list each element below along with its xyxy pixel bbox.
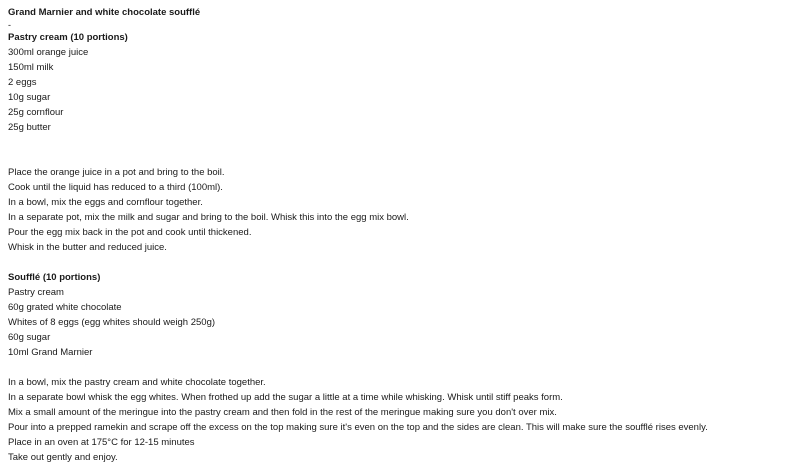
- ingredient-line: Pastry cream: [8, 287, 64, 298]
- ingredient-line: 10ml Grand Marnier: [8, 347, 93, 358]
- souffle-ingredients: [8, 285, 789, 360]
- ingredient-line: 300ml orange juice: [8, 47, 89, 58]
- blank-line: [8, 135, 789, 150]
- souffle-steps: [8, 375, 789, 465]
- souffle-heading: Soufflé (10 portions): [8, 272, 101, 283]
- title-dash: -: [8, 20, 11, 30]
- step-line: In a separate bowl whisk the egg whites. When frothed up add the sugar a little at a time while whisking. Whisk until stiff peaks form.: [8, 392, 563, 403]
- step-line: In a separate pot, mix the milk and sugar and bring to the boil. Whisk this into the egg mix bowl.: [8, 212, 409, 223]
- step-line: Mix a small amount of the meringue into the pastry cream and then fold in the rest of the meringue making sure you don't over mix.: [8, 407, 557, 418]
- step-line: In a bowl, mix the eggs and cornflour together.: [8, 197, 203, 208]
- blank-line: [8, 360, 789, 375]
- step-line: Place the orange juice in a pot and bring to the boil.: [8, 167, 225, 178]
- step-line: Cook until the liquid has reduced to a third (100ml).: [8, 182, 223, 193]
- ingredient-line: 150ml milk: [8, 62, 54, 73]
- step-line: Place in an oven at 175°C for 12-15 minutes: [8, 437, 195, 448]
- ingredient-line: 25g butter: [8, 122, 51, 133]
- ingredient-line: 10g sugar: [8, 92, 51, 103]
- pastry-cream-heading: Pastry cream (10 portions): [8, 32, 128, 43]
- ingredient-line: 2 eggs: [8, 77, 37, 88]
- ingredient-line: 25g cornflour: [8, 107, 64, 118]
- blank-line: [8, 255, 789, 270]
- recipe-title: Grand Marnier and white chocolate soufflé: [8, 7, 201, 18]
- ingredient-line: 60g sugar: [8, 332, 51, 343]
- step-line: In a bowl, mix the pastry cream and white chocolate together.: [8, 377, 266, 388]
- blank-line: [8, 150, 789, 165]
- ingredient-line: 60g grated white chocolate: [8, 302, 122, 313]
- ingredient-line: Whites of 8 eggs (egg whites should weigh 250g): [8, 317, 216, 328]
- step-line: Pour into a prepped ramekin and scrape off the excess on the top making sure it's even on the top and the sides are clean. This will make sure the soufflé rises evenly.: [8, 422, 708, 433]
- step-line: Take out gently and enjoy.: [8, 452, 118, 463]
- pastry-cream-steps: [8, 165, 789, 255]
- pastry-cream-ingredients: [8, 45, 789, 135]
- step-line: Whisk in the butter and reduced juice.: [8, 242, 167, 253]
- step-line: Pour the egg mix back in the pot and cook until thickened.: [8, 227, 252, 238]
